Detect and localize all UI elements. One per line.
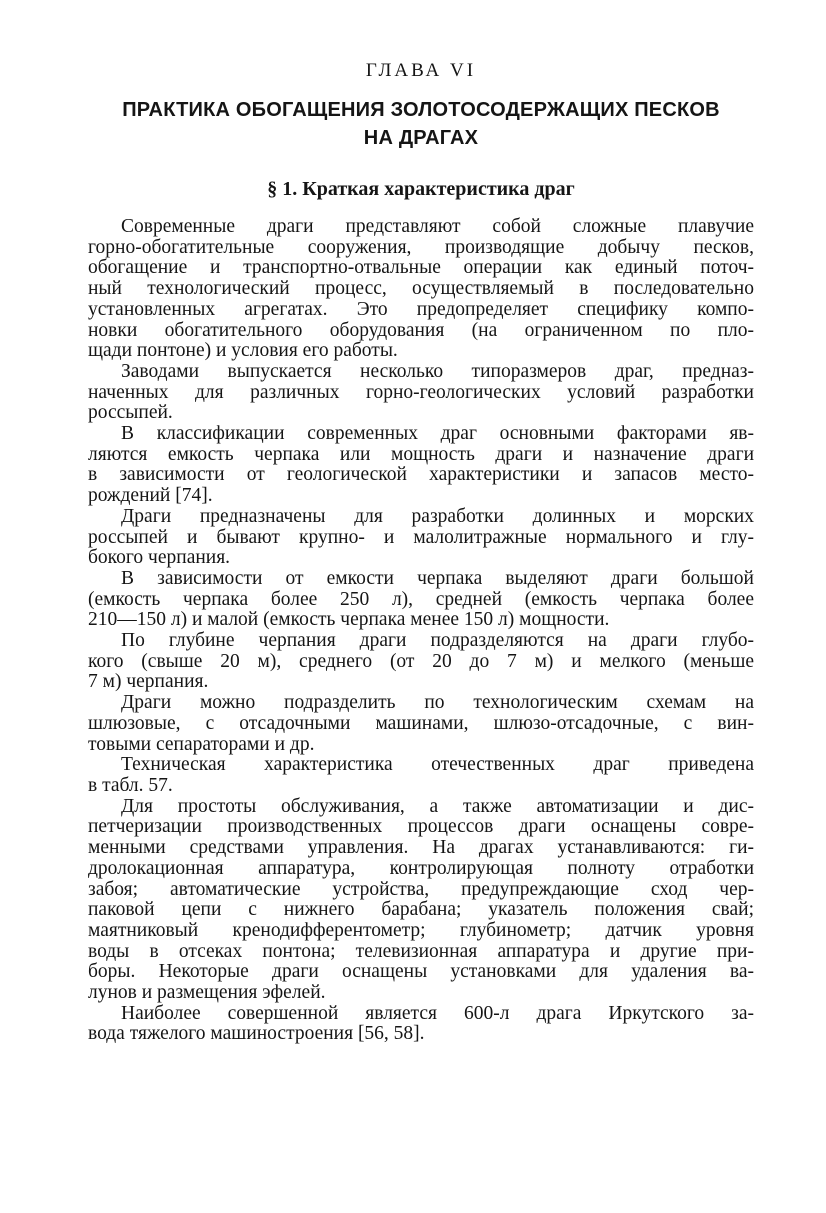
paragraph xyxy=(88,424,754,507)
book-page xyxy=(88,58,754,1045)
text-line: товыми сепараторами и др. xyxy=(88,733,315,755)
paragraph xyxy=(88,631,754,693)
text-line: россыпей и бывают крупно- и малолитражные нормального и глу- xyxy=(88,526,754,548)
text-line: Наиболее совершенной является 600-л драга Иркутского за- xyxy=(121,1002,754,1024)
text-line: бокого черпания. xyxy=(88,547,231,569)
paragraph xyxy=(88,1004,754,1045)
text-line: лунов и размещения эфелей. xyxy=(88,982,326,1004)
text-line: Современные драги представляют собой сложные плавучие xyxy=(121,216,754,237)
chapter-title xyxy=(88,96,754,152)
text-line: (емкость черпака более 250 л), средней (емкость черпака более xyxy=(88,588,754,610)
text-line: вода тяжелого машиностроения [56, 58]. xyxy=(88,1023,425,1045)
paragraph xyxy=(88,362,754,424)
text-line: менными средствами управления. На драгах устанавливаются: ги- xyxy=(88,837,754,859)
chapter-title-line: НА ДРАГАХ xyxy=(363,127,479,149)
text-line: Драги можно подразделить по технологическим схемам на xyxy=(121,692,754,714)
text-line: наченных для различных горно-геологических условий разработки xyxy=(88,381,754,403)
paragraph xyxy=(88,693,754,755)
text-line: паковой цепи с нижнего барабана; указатель положения свай; xyxy=(88,899,754,921)
text-line: петчеризации производственных процессов драги оснащены совре- xyxy=(88,816,754,838)
text-line: Для простоты обслуживания, а также автоматизации и дис- xyxy=(121,795,754,817)
text-line: В зависимости от емкости черпака выделяют драги большой xyxy=(121,567,754,589)
paragraph xyxy=(88,507,754,569)
paragraph xyxy=(88,797,754,1004)
text-line: В классификации современных драг основными факторами яв- xyxy=(121,423,754,445)
text-line: обогащение и транспортно-отвальные операции как единый поточ- xyxy=(88,257,754,279)
text-line: Техническая характеристика отечественных драг приведена xyxy=(121,754,754,776)
text-line: Заводами выпускается несколько типоразмеров драг, предназ- xyxy=(121,360,754,382)
text-line: боры. Некоторые драги оснащены установками для удаления ва- xyxy=(88,961,754,983)
text-line: россыпей. xyxy=(88,402,173,424)
text-line: установленных агрегатах. Это предопределяет специфику компо- xyxy=(88,298,754,320)
text-line: кого (свыше 20 м), среднего (от 20 до 7 м) и мелкого (меньше xyxy=(88,650,754,672)
body-text xyxy=(88,217,754,1045)
text-line: маятниковый кренодифферентометр; глубинометр; датчик уровня xyxy=(88,919,754,941)
paragraph xyxy=(88,755,754,796)
text-line: Драги предназначены для разработки долинных и морских xyxy=(121,505,754,527)
text-line: 7 м) черпания. xyxy=(88,671,209,693)
chapter-heading: ГЛАВА VI xyxy=(365,60,477,81)
paragraph xyxy=(88,217,754,362)
text-line: в зависимости от геологической характеристики и запасов место- xyxy=(88,464,754,486)
text-line: По глубине черпания драги подразделяются на драги глубо- xyxy=(121,630,754,652)
section-heading: § 1. Краткая характеристика драг xyxy=(267,178,575,200)
paragraph xyxy=(88,569,754,631)
text-line: рождений [74]. xyxy=(88,485,213,507)
text-line: дролокационная аппаратура, контролирующая полноту отработки xyxy=(88,857,754,879)
chapter-title-line: ПРАКТИКА ОБОГАЩЕНИЯ ЗОЛОТОСОДЕРЖАЩИХ ПЕСКОВ xyxy=(122,99,720,121)
text-line: забоя; автоматические устройства, предупреждающие сход чер- xyxy=(88,878,754,900)
text-line: горно-обогатительные сооружения, производящие добычу песков, xyxy=(88,236,754,258)
text-line: воды в отсеках понтона; телевизионная аппаратура и другие при- xyxy=(88,940,754,962)
text-line: ляются емкость черпака или мощность драги и назначение драги xyxy=(88,443,754,465)
text-line: шлюзовые, с отсадочными машинами, шлюзо-отсадочные, с вин- xyxy=(88,712,754,734)
text-line: 210—150 л) и малой (емкость черпака менее 150 л) мощности. xyxy=(88,609,610,631)
text-line: новки обогатительного оборудования (на ограниченном по пло- xyxy=(88,319,754,341)
text-line: ный технологический процесс, осуществляемый в последовательно xyxy=(88,278,754,300)
text-line: щади понтоне) и условия его работы. xyxy=(88,340,398,362)
text-line: в табл. 57. xyxy=(88,774,173,796)
